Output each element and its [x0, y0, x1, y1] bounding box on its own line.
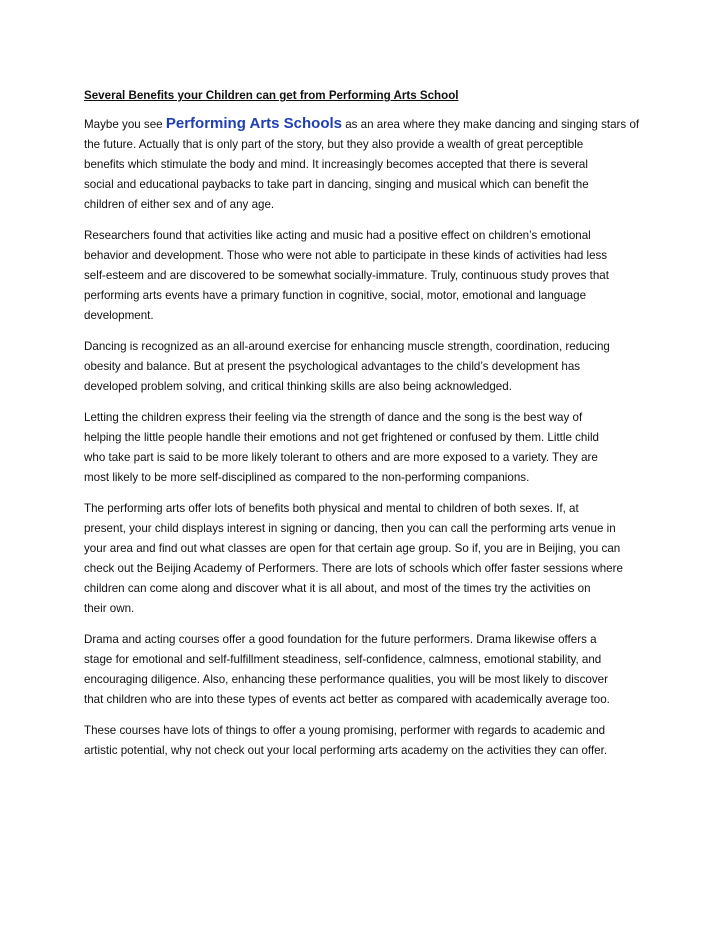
text-line: check out the Beijing Academy of Performers. There are lots of schools which offer faster sessions where: [84, 562, 623, 575]
text-line: most likely to be more self-disciplined as compared to the non-performing companions.: [84, 471, 530, 484]
paragraph-5: [84, 499, 654, 619]
text-line: that children who are into these types of events act better as compared with academically average too.: [84, 693, 610, 706]
text-line: who take part is said to be more likely tolerant to others and are more exposed to a variety. They are: [84, 451, 598, 464]
text-line: stage for emotional and self-fulfillment steadiness, self-confidence, calmness, emotional stability, and: [84, 653, 602, 666]
paragraph-2: [84, 226, 654, 326]
paragraph-7: [84, 721, 654, 761]
paragraph-1-line-1: [84, 114, 654, 135]
text-line: Dancing is recognized as an all-around exercise for enhancing muscle strength, coordination, reducing: [84, 340, 610, 353]
text-line: social and educational paybacks to take part in dancing, singing and musical which can benefit the: [84, 178, 589, 191]
text-line: artistic potential, why not check out your local performing arts academy on the activities they can offer.: [84, 744, 608, 757]
text-line: These courses have lots of things to offer a young promising, performer with regards to academic and: [84, 724, 606, 737]
text-line: developed problem solving, and critical thinking skills are also being acknowledged.: [84, 380, 512, 393]
text-line: self-esteem and are discovered to be somewhat socially-immature. Truly, continuous study proves that: [84, 269, 609, 282]
text-line: benefits which stimulate the body and mind. It increasingly becomes accepted that there is several: [84, 158, 588, 171]
intro-continuation: as an area where they make dancing and singing stars of: [342, 118, 640, 131]
text-line: the future. Actually that is only part of the story, but they also provide a wealth of great perceptible: [84, 138, 584, 151]
text-line: present, your child displays interest in signing or dancing, then you can call the performing arts venue in: [84, 522, 616, 535]
text-line: Drama and acting courses offer a good foundation for the future performers. Drama likewise offers a: [84, 633, 597, 646]
paragraph-3: [84, 337, 654, 397]
text-line: children can come along and discover what it is all about, and most of the times try the activities on: [84, 582, 591, 595]
text-line: obesity and balance. But at present the psychological advantages to the child’s development has: [84, 360, 581, 373]
intro-text: Maybe you see: [84, 118, 166, 131]
text-line: Letting the children express their feeling via the strength of dance and the song is the best way of: [84, 411, 583, 424]
text-line: behavior and development. Those who were not able to participate in these kinds of activities had less: [84, 249, 608, 262]
text-line: performing arts events have a primary function in cognitive, social, motor, emotional and language: [84, 289, 587, 302]
paragraph-6: [84, 630, 654, 710]
paragraph-4: [84, 408, 654, 488]
document-title: Several Benefits your Children can get from Performing Arts School: [84, 89, 459, 102]
text-line: children of either sex and of any age.: [84, 198, 275, 211]
document-page: [84, 86, 654, 772]
paragraph-1: [84, 114, 654, 215]
text-line: The performing arts offer lots of benefits both physical and mental to children of both sexes. If, at: [84, 502, 579, 515]
text-line: helping the little people handle their emotions and not get frightened or confused by them. Little child: [84, 431, 599, 444]
text-line: your area and find out what classes are open for that certain age group. So if, you are in Beijing, you can: [84, 542, 621, 555]
performing-arts-schools-link[interactable]: Performing Arts Schools: [165, 115, 342, 132]
text-line: Researchers found that activities like acting and music had a positive effect on children’s emotional: [84, 229, 591, 242]
text-line: their own.: [84, 602, 135, 615]
text-line: encouraging diligence. Also, enhancing these performance qualities, you will be most likely to discover: [84, 673, 608, 686]
text-line: development.: [84, 309, 154, 322]
